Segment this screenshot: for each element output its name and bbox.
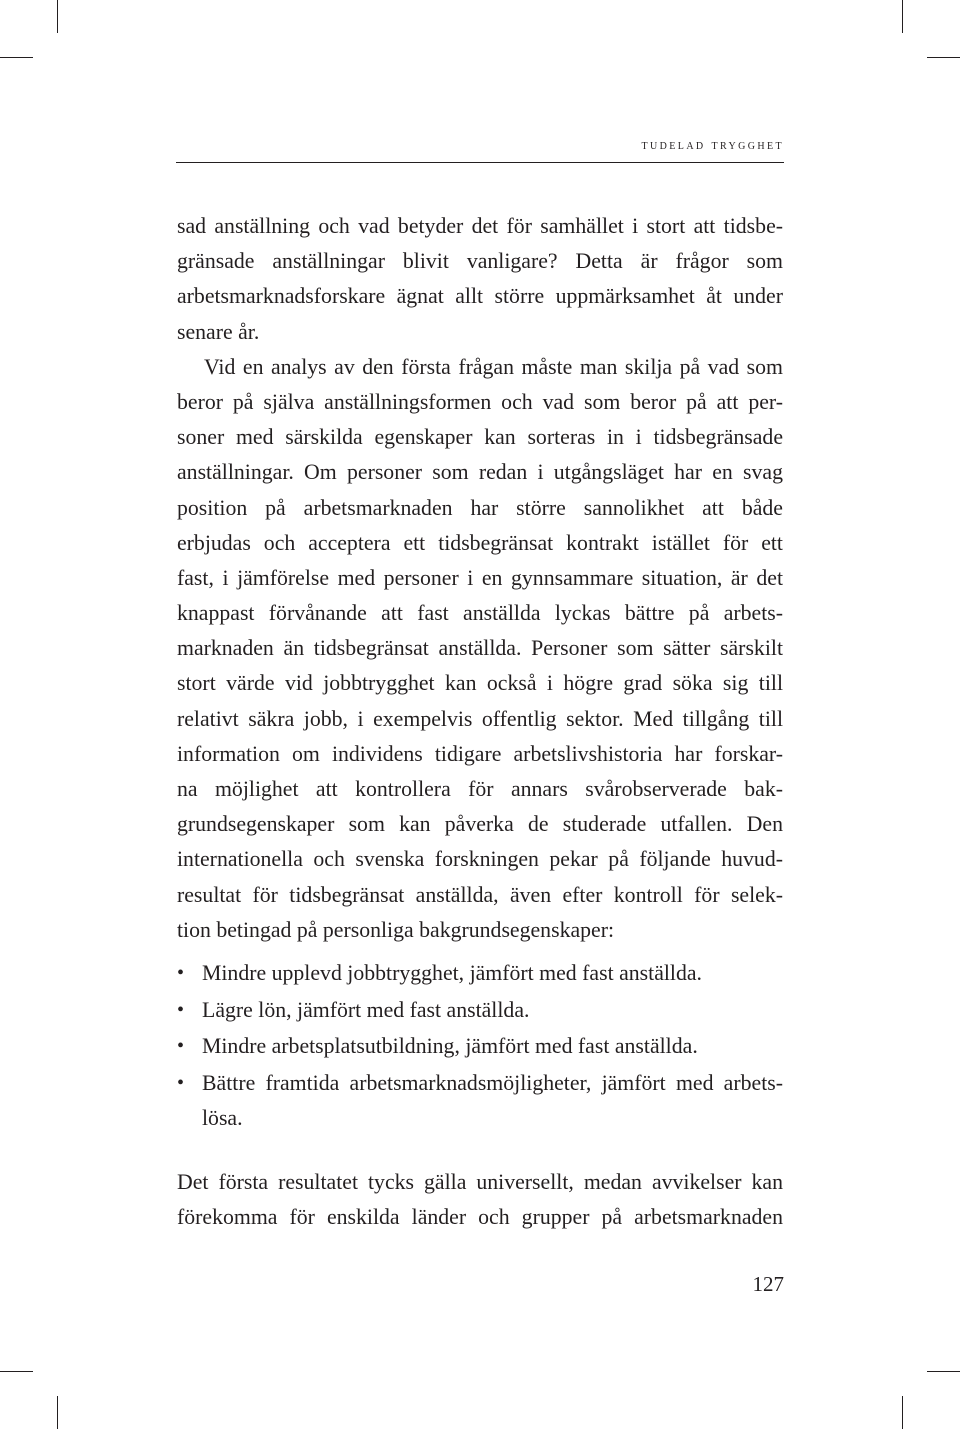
text-line: senare år. bbox=[177, 319, 260, 344]
text-line: stort värde vid jobbtrygghet kan också i högre grad söka sig till bbox=[177, 671, 783, 696]
crop-mark-top-left-horizontal bbox=[0, 57, 33, 58]
text-line: beror på själva anställningsformen och vad som beror på att per- bbox=[177, 389, 783, 414]
crop-mark-bottom-right bbox=[902, 1396, 903, 1429]
paragraph-1 bbox=[177, 209, 783, 350]
text-line: erbjudas och acceptera ett tidsbegränsat kontrakt istället för ett bbox=[177, 530, 783, 555]
text-line: fast, i jämförelse med personer i en gynnsammare situation, är det bbox=[177, 565, 783, 590]
body-text bbox=[177, 209, 783, 1235]
bullet-text: Mindre upplevd jobbtrygghet, jämfört med fast anställda. bbox=[202, 960, 702, 985]
text-line: resultat för tidsbegränsat anställda, även efter kontroll för selek- bbox=[177, 882, 783, 907]
page-number: 127 bbox=[752, 1272, 784, 1296]
text-line: grundsegenskaper som kan påverka de studerade utfallen. Den bbox=[177, 812, 783, 837]
bullet-item bbox=[177, 993, 783, 1028]
bullet-text: Mindre arbetsplatsutbildning, jämfört med fast anställda. bbox=[202, 1034, 698, 1059]
crop-mark-bottom-right-horizontal bbox=[927, 1371, 960, 1372]
text-line: tion betingad på personliga bakgrundsegenskaper: bbox=[177, 917, 615, 942]
text-line: soner med särskilda egenskaper kan sorteras in i tidsbegränsade bbox=[177, 425, 783, 450]
text-line: relativt säkra jobb, i exempelvis offentlig sektor. Med tillgång till bbox=[177, 706, 783, 731]
bullet-list bbox=[177, 956, 783, 1136]
bullet-item bbox=[177, 956, 783, 991]
text-line: förekomma för enskilda länder och grupper på arbetsmarknaden bbox=[177, 1205, 783, 1230]
paragraph-2 bbox=[177, 350, 783, 948]
bullet-text: Lägre lön, jämfört med fast anställda. bbox=[202, 997, 530, 1022]
paragraph-spacer bbox=[177, 1138, 783, 1165]
crop-mark-top-left bbox=[57, 0, 58, 33]
running-head-rule bbox=[176, 162, 784, 163]
bullet-marker: • bbox=[177, 1072, 185, 1094]
paragraph-3 bbox=[177, 1165, 783, 1235]
text-line: sad anställning och vad betyder det för samhället i stort att tidsbe- bbox=[177, 214, 783, 238]
bullet-marker: • bbox=[177, 961, 185, 984]
text-line: na möjlighet att kontrollera för annars svårobserverade bak- bbox=[177, 777, 783, 801]
text-line: knappast förvånande att fast anställda lyckas bättre på arbets- bbox=[177, 601, 783, 626]
bullet-item bbox=[177, 1066, 783, 1136]
text-line: position på arbetsmarknaden har större sannolikhet att både bbox=[177, 495, 783, 520]
running-head: tudelad trygghet bbox=[641, 138, 784, 153]
bullet-marker: • bbox=[177, 998, 185, 1021]
crop-mark-bottom-left bbox=[57, 1396, 58, 1429]
bullet-text: Bättre framtida arbetsmarknadsmöjligheter, jämfört med arbets- bbox=[202, 1071, 783, 1095]
text-line: internationella och svenska forskningen pekar på följande huvud- bbox=[177, 847, 783, 872]
text-line: arbetsmarknadsforskare ägnat allt större uppmärksamhet åt under bbox=[177, 284, 783, 309]
bullet-text: lösa. bbox=[202, 1106, 243, 1131]
crop-mark-top-right-horizontal bbox=[927, 57, 960, 58]
text-line: anställningar. Om personer som redan i utgångsläget har en svag bbox=[177, 460, 783, 485]
bullet-marker: • bbox=[177, 1035, 185, 1058]
crop-mark-bottom-left-horizontal bbox=[0, 1371, 33, 1372]
text-line: Det första resultatet tycks gälla universellt, medan avvikelser kan bbox=[177, 1169, 783, 1194]
text-line: marknaden än tidsbegränsat anställda. Personer som sätter särskilt bbox=[177, 636, 783, 661]
text-line: Vid en analys av den första frågan måste man skilja på vad som bbox=[204, 354, 783, 379]
bullet-item bbox=[177, 1029, 783, 1064]
text-line: gränsade anställningar blivit vanligare? Detta är frågor som bbox=[177, 249, 783, 274]
crop-mark-top-right bbox=[902, 0, 903, 33]
text-line: information om individens tidigare arbetslivshistoria har forskar- bbox=[177, 741, 783, 766]
